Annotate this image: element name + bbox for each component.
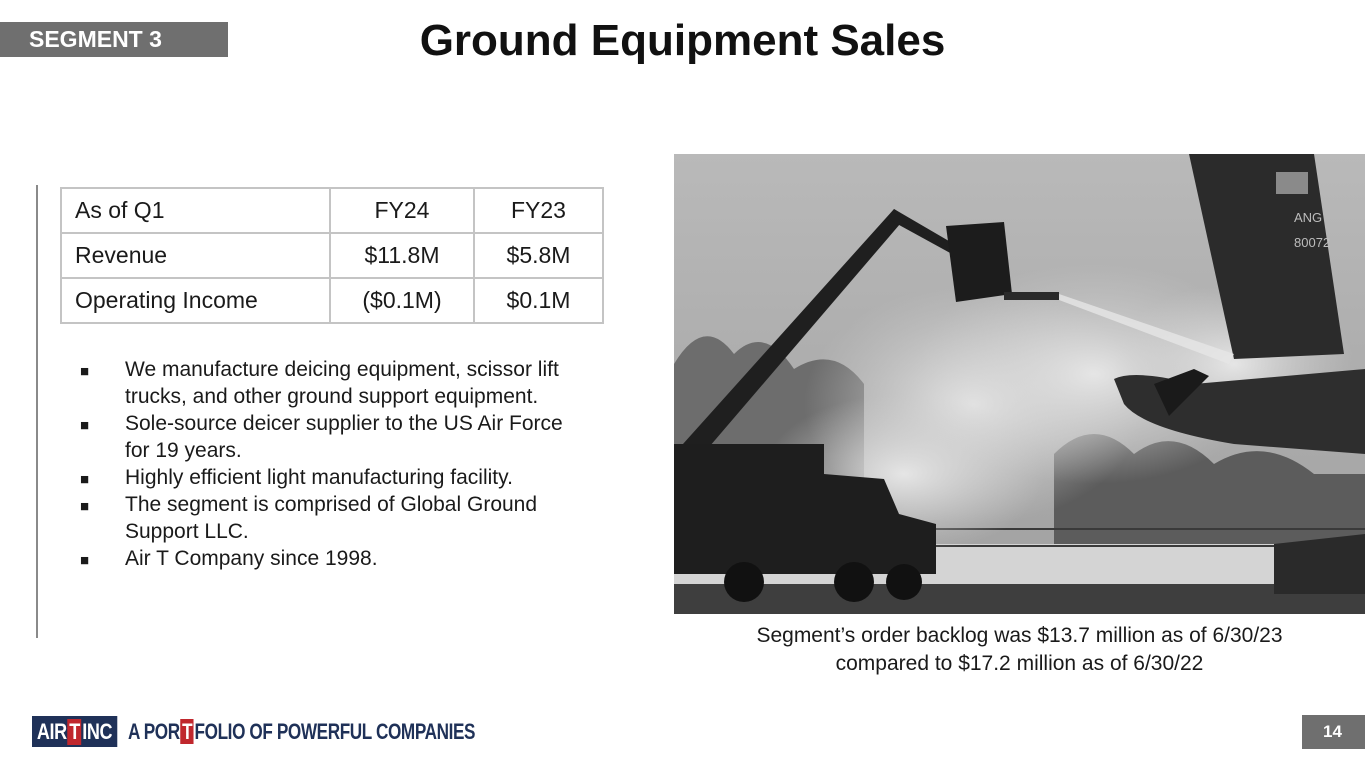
list-item: ■ The segment is comprised of Global Ground Support LLC.: [80, 493, 538, 543]
tagline: A POR T FOLIO OF POWERFUL COMPANIES: [127, 718, 475, 744]
table-cell: Operating Income: [61, 278, 330, 323]
air-t-inc-wordmark: AIR T INC: [32, 716, 117, 747]
table-header-cell: FY23: [474, 188, 603, 233]
tail-marking-number: 80072: [1294, 235, 1331, 250]
table-row: [61, 233, 603, 278]
deicing-photo: [674, 154, 1365, 614]
caption-line-2: compared to $17.2 million as of 6/30/22: [835, 652, 1204, 675]
square-bullet-icon: ■: [80, 363, 90, 380]
table-cell: Revenue: [61, 233, 330, 278]
table-header-cell: As of Q1: [61, 188, 330, 233]
list-item: ■ We manufacture deicing equipment, scissor lift trucks, and other ground support equipment.: [80, 358, 559, 408]
square-bullet-icon: ■: [80, 417, 90, 434]
square-bullet-icon: ■: [80, 471, 90, 488]
table-header-row: [61, 188, 603, 233]
list-item: ■ Air T Company since 1998.: [80, 545, 590, 572]
table-cell: $5.8M: [474, 233, 603, 278]
backlog-caption: [674, 622, 1365, 678]
table-cell: $0.1M: [474, 278, 603, 323]
page-number: 14: [1302, 715, 1365, 749]
square-bullet-icon: ■: [80, 552, 90, 569]
list-item: ■ Sole-source deicer supplier to the US Air Force for 19 years.: [80, 412, 563, 462]
page-title: Ground Equipment Sales: [419, 16, 946, 65]
table-cell: ($0.1M): [330, 278, 474, 323]
table-row: [61, 278, 603, 323]
list-item: ■ Highly efficient light manufacturing facility.: [80, 464, 590, 491]
financial-table: [60, 187, 604, 324]
air-t-logo: [32, 716, 573, 747]
segment-badge: SEGMENT 3: [0, 22, 228, 57]
bullet-list: [80, 356, 590, 572]
caption-line-1: Segment’s order backlog was $13.7 million as of 6/30/23: [756, 624, 1283, 647]
vertical-divider: [36, 185, 38, 638]
square-bullet-icon: ■: [80, 498, 90, 515]
table-cell: $11.8M: [330, 233, 474, 278]
table-header-cell: FY24: [330, 188, 474, 233]
tail-marking-ang: ANG: [1294, 210, 1323, 225]
